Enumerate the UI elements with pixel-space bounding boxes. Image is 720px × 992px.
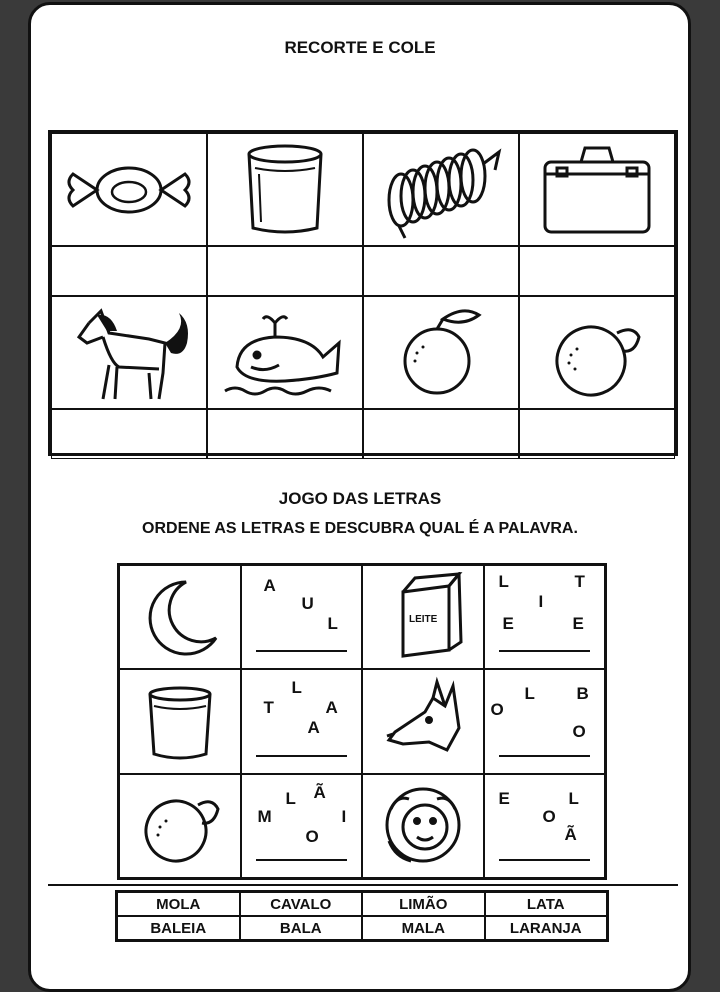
scrambled-letter: Ã <box>313 782 326 802</box>
paste-slot[interactable] <box>51 246 207 296</box>
picture-cell <box>362 774 484 878</box>
milk-carton-icon <box>373 572 473 662</box>
letter-puzzle-cell <box>484 565 606 669</box>
picture-cell <box>519 133 675 246</box>
scrambled-letter: E <box>572 614 584 633</box>
letter-puzzle-cell <box>241 669 363 773</box>
word-bank <box>115 890 609 942</box>
scrambled-letter: A <box>307 718 320 738</box>
scrambled-letter: I <box>341 806 347 826</box>
letter-game-instruction: ORDENE AS LETRAS E DESCUBRA QUAL É A PALAVRA. <box>142 520 578 537</box>
cut-paste-grid <box>48 130 678 456</box>
picture-cell <box>119 669 241 773</box>
scrambled-letter: T <box>263 698 274 718</box>
scrambled-letter: O <box>542 806 556 826</box>
word-bank-item: MOLA <box>117 892 240 916</box>
letter-puzzle-cell <box>484 774 606 878</box>
scrambled-letter: L <box>327 614 338 633</box>
letter-puzzle-cell <box>484 669 606 773</box>
scrambled-letter: A <box>263 576 276 595</box>
glass-icon <box>130 676 230 766</box>
paste-slot[interactable] <box>519 409 675 459</box>
scrambled-letter: E <box>498 788 510 808</box>
letter-game-title: JOGO DAS LETRAS <box>278 489 442 508</box>
scrambled-letter: I <box>538 592 544 611</box>
word-bank-item: LIMÃO <box>362 892 485 916</box>
picture-cell <box>51 296 207 409</box>
picture-cell <box>207 133 363 246</box>
word-bank-item: LARANJA <box>485 916 608 940</box>
scrambled-letter: B <box>576 684 589 704</box>
letter-puzzle-cell <box>241 565 363 669</box>
scrambled-letter: O <box>490 700 504 720</box>
scrambled-letter: L <box>498 572 509 591</box>
scrambled-letter: L <box>285 788 296 808</box>
answer-line[interactable] <box>256 755 348 757</box>
word-bank-item: MALA <box>362 916 485 940</box>
suitcase-icon <box>527 140 667 240</box>
scrambled-letter: L <box>568 788 579 808</box>
scrambled-letter: T <box>574 572 585 591</box>
scrambled-letter: U <box>301 594 314 613</box>
answer-line[interactable] <box>499 859 591 861</box>
paste-slot[interactable] <box>207 246 363 296</box>
paste-slot[interactable] <box>207 409 363 459</box>
word-bank-item: LATA <box>485 892 608 916</box>
scrambled-letter: Ã <box>564 824 577 844</box>
scrambled-letter: O <box>305 826 319 846</box>
spring-icon <box>371 140 511 240</box>
whale-icon <box>215 303 355 403</box>
answer-line[interactable] <box>256 650 348 652</box>
answer-line[interactable] <box>499 755 591 757</box>
wolf-icon <box>373 676 473 766</box>
divider <box>48 884 678 886</box>
answer-line[interactable] <box>256 859 348 861</box>
lemon-icon <box>130 781 230 871</box>
picture-cell <box>51 133 207 246</box>
candy-icon <box>59 140 199 240</box>
lion-icon <box>373 781 473 871</box>
picture-cell <box>519 296 675 409</box>
picture-cell <box>363 133 519 246</box>
paste-slot[interactable] <box>363 246 519 296</box>
answer-line[interactable] <box>499 650 591 652</box>
picture-cell <box>119 565 241 669</box>
lemon-icon <box>527 303 667 403</box>
picture-cell <box>362 669 484 773</box>
scrambled-letter: A <box>325 698 338 718</box>
word-bank-item: BALEIA <box>117 916 240 940</box>
moon-icon <box>130 572 230 662</box>
scrambled-letter: O <box>572 722 586 742</box>
horse-icon <box>59 303 199 403</box>
orange-icon <box>371 303 511 403</box>
cut-paste-title: RECORTE E COLE <box>284 38 436 57</box>
word-bank-item: CAVALO <box>240 892 363 916</box>
glass-icon <box>215 140 355 240</box>
scrambled-letter: L <box>524 684 535 704</box>
word-bank-item: BALA <box>240 916 363 940</box>
scrambled-letter: L <box>291 678 302 698</box>
scrambled-letter: M <box>257 806 272 826</box>
paste-slot[interactable] <box>363 409 519 459</box>
picture-cell <box>119 774 241 878</box>
picture-cell <box>363 296 519 409</box>
letter-game-grid <box>117 563 607 880</box>
letter-puzzle-cell <box>241 774 363 878</box>
picture-cell <box>362 565 484 669</box>
paste-slot[interactable] <box>519 246 675 296</box>
carton-label: LEITE <box>408 614 438 626</box>
paste-slot[interactable] <box>51 409 207 459</box>
picture-cell <box>207 296 363 409</box>
scrambled-letter: E <box>502 614 514 633</box>
